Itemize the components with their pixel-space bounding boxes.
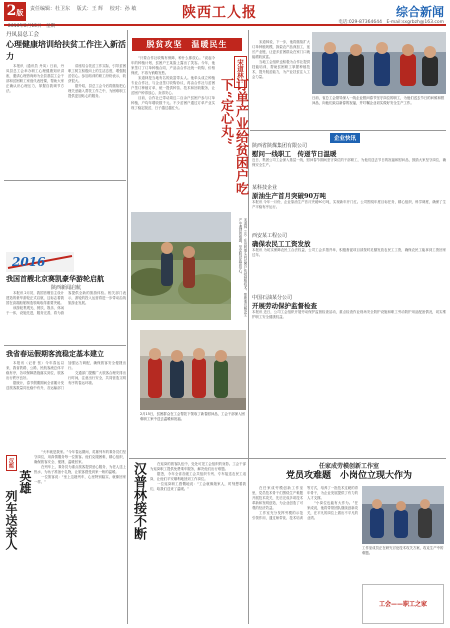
paragraph: “火车就是我家。”今年春运期间，英雄列车的乘务员们坚守岗位，用真情服务每一位旅客。他们克服困难，精心组织，确保旅客安全、便捷、温暖回家。: [34, 450, 126, 464]
news-item: [252, 143, 446, 182]
paragraph: 在任家成劳模创新工作室里，党员技术骨干们围绕生产难题开展技术攻关，先后完成多项技术革新和发明创造，为企业创造了可观的经济效益。: [252, 486, 303, 510]
paragraph: 本报讯（通讯员 丹凤）日前，丹凤县总工会举办职工心理健康知识讲座，邀请心理咨询师为全县基层工会干部和贫困职工家庭代表授课，帮助大家正确认识心理压力，掌握自我调节方法。: [6, 64, 64, 93]
paragraph: 本报讯 2月初，我国首艘自主设计建造的豪华游轮正式启航，这标志着我国在高端船舶制造领域取得重要突破。: [6, 291, 64, 305]
page-suffix: 版: [16, 8, 24, 17]
paragraph: 一位返岗职工感慨地说：“工会就像娘家人，时刻想着我们，给我们送来了温暖。”: [150, 482, 246, 491]
paragraph: 目前，合作社已带动周边二百余户贫困户参与订单种植，户均年增收数千元。不少贫困户通过订单产业实现了稳定脱贫，日子越过越红火。: [131, 96, 215, 110]
news-item: [252, 295, 446, 366]
row-divider: [250, 130, 446, 131]
paragraph: 本报讯（记者 张）今年春运以来，我省铁路、公路、民航客流总体平稳有序，各项保障措施落实到位，旅客出行秩序良好。: [6, 361, 64, 380]
story-right-bottom: [252, 461, 446, 482]
story-kicker: 丹凤县总工会: [6, 32, 40, 38]
news-headline: 开展劳动保护监督检查: [252, 302, 317, 310]
story-body: [252, 486, 358, 622]
contact-info: 电话:029-87364644 E-mail:sxgrbzh@163.com: [338, 20, 444, 25]
page-number-badge: [4, 2, 26, 21]
story-kicker: 任家成劳模创新工作室: [318, 463, 379, 470]
volunteers-photo-image: [140, 330, 246, 410]
paragraph: 在列车上，乘务员为重点旅客提供爱心服务，为老人送上热水，为孩子准备小礼物，让旅客感受到家一般的温暖。: [34, 465, 126, 474]
news-item: [252, 185, 446, 230]
news-company: 某科技企业: [252, 185, 278, 191]
news-brief-list: [252, 143, 446, 366]
ad-text: 工会——职工之家: [378, 601, 427, 608]
story-kicker: 汉能: [6, 455, 17, 471]
ad-box: [362, 584, 444, 624]
story-body: [6, 291, 126, 351]
editor-credits: 责任编辑：杜卫东 版式：王 辉 校对：孙 敏: [30, 6, 137, 12]
photo-caption: 宋道林（左）在田间地头向贫困户传授种植技术，帮助他们解决生产中遇到的难题，坚定脱贫致富信心。: [238, 218, 247, 317]
photo-caption: 2月15日，贫困群众在工会帮扶下领取了新春慰问品，工会干部深入困难职工家中送去温暖和祝福。: [140, 412, 245, 421]
news-body: 近日，集团公司工会深入基层一线，慰问春节期间坚守岗位的干部职工，为他们送去节日的祝福和慰问品，鼓励大家坚守岗位，确保安全生产。: [252, 158, 446, 167]
story-headline: 订单产业给贫困户吃下“定心丸”: [218, 78, 248, 195]
paragraph: 工作室充分发挥劳模的示范引领作用，通过师带徒、技术培训等方式，培养了一批技术过硬的青年骨干，为企业发展提供了有力的人才支撑。: [252, 486, 358, 520]
paragraph: 在返岗的旅客队伍中，处处可见工会组织的身影。工会干部为返岗职工提供免费乘车服务，解决他们出行难题。: [150, 462, 246, 471]
news-company: 陕西省陕煤集团有限公司: [252, 143, 308, 149]
news-headline: 原油生产首月突破90万吨: [252, 192, 327, 200]
story-body: [131, 56, 215, 206]
photo-caption: 日前，省总工会领导深入一线企业慰问春节坚守岗位的职工，为他们送去节日的问候和慰问品，向他们致以新春的祝福，并叮嘱企业切实做好安全生产工作。: [312, 96, 445, 105]
farm-photo-image: [131, 212, 231, 320]
story-headline: 我国首艘北京赛凯豪华游轮启航: [6, 274, 104, 283]
paragraph: 当地工会组织也积极为合作社提供技能培训，帮助贫困职工掌握种植技术，提升脱贫能力，为产业扶贫注入工会力量。: [252, 60, 310, 79]
newspaper-name: 陕西工人报: [182, 5, 257, 21]
year-logo: [6, 252, 74, 272]
story-left-top: [6, 30, 126, 192]
story-left-mid: [6, 274, 126, 351]
news-headline: 慰问一线职工 传递节日温暖: [252, 150, 337, 158]
story-kicker: 宋道林：: [234, 56, 247, 88]
story-body: [6, 361, 126, 461]
section-title: 综合新闻: [395, 5, 444, 19]
issue-date: 2016年2月15日 星期一: [8, 24, 60, 29]
paragraph: 讲座结合扶贫工作实际，引导贫困职工树立积极向上的生活态度，增强脱贫信心。参加培训的职工纷纷表示，收获很大。: [68, 64, 126, 83]
workshop-photo-image: [362, 486, 444, 544]
column-divider: [248, 30, 249, 624]
story-body: [150, 462, 246, 622]
photo-caption: 工作室成员正在研究讨论技术攻关方案，攻克生产中的难题。: [362, 546, 444, 555]
paragraph: 据介绍，县总工会今后将继续把心理关爱融入帮扶工作之中，为困难职工提供更加贴心的服务。: [68, 84, 126, 98]
story-headline-part1: 英雄: [18, 470, 32, 494]
photo-center-mid: [140, 330, 246, 410]
story-headline: 汉普林接不断: [131, 462, 146, 540]
photo-right-bottom: [362, 486, 444, 544]
news-brief-badge: 企业快讯: [330, 133, 360, 143]
story-headline-part2: 列车送亲人: [4, 490, 18, 550]
story-body: [34, 450, 126, 622]
paragraph: 宋道林是当地有名的致富带头人。他牵头成立种植专业合作社，与企业签订收购协议，再由合作社与贫困户签订种植订单，统一提供种苗、技术和回收服务，让贫困户种得放心、卖得安心。: [131, 76, 215, 95]
news-body: 本报讯 近日，公司工会组织开展劳动保护监督检查活动，重点检查作业现场安全防护设施和职工劳动防护用品配备情况，切实维护职工安全健康权益。: [252, 310, 446, 319]
page-number: 2: [6, 3, 17, 19]
news-item: [252, 233, 446, 292]
news-company: 西安某工程公司: [252, 233, 288, 239]
story-headline: 党员攻难题 小岗位立现大作为: [285, 471, 412, 481]
paragraph: 交通部门提醒广大旅客合理安排出行时间，注意出行安全，共同营造文明有序的春运环境。: [68, 371, 126, 385]
paragraph: 据统计，春节假期期间全省累计发送旅客数量同比稳中有升，各运输部门加强运力调配，确保旅客安全便捷出行。: [6, 361, 126, 390]
news-headline: 确保农民工工资发放: [252, 240, 311, 248]
news-body: 本报讯 今年一月份，企业原油生产首月突破90万吨，实现新年开门红。公司围绕年度目标任务，精心组织，科学调度，确保了生产平稳有序运行。: [252, 200, 446, 209]
paragraph: 该游轮集观光、餐饮、娱乐、休闲于一体，设施先进，服务完善，将为游客提供全新的旅游体验。相关部门表示，游轮的投入运营将进一步带动沿线旅游业发展。: [6, 291, 126, 315]
story-headline: 我省春运假期客流稳定基本建立: [6, 349, 104, 358]
workers-photo-image: [312, 32, 446, 94]
news-company: 中国石油某分公司: [252, 295, 293, 301]
paragraph: 一位旅客说：“坐上这趟列车，心里特别踏实，就像回家一样。”: [34, 475, 126, 484]
row-divider: [129, 458, 446, 459]
paragraph: 据悉，今年全省各级工会共组织专列、专车接送农民工返岗，让他们平安顺利地回到工作岗位。: [150, 472, 246, 481]
masthead: [4, 2, 446, 29]
story-body-continued: [252, 40, 310, 128]
story-subhead: 陕西新闻启航: [50, 285, 81, 291]
news-body: 本报讯 为切实保障农民工合法权益，公司工会多措并举，积极督促项目部按时足额发放农民工工资，确保农民工能拿到工资回家过年。: [252, 248, 446, 257]
story-left-bottom: [6, 349, 126, 461]
photo-center: [131, 212, 231, 320]
photo-right-top: [312, 32, 446, 94]
paragraph: 宋道林说，下一步，他将继续扩大订单种植规模，探索农产品深加工，延长产业链，让更多贫困群众在家门口就能增收致富。: [252, 40, 310, 59]
story-body: [6, 64, 126, 192]
logo-year-text: 2016: [12, 255, 46, 269]
column-divider: [127, 30, 128, 624]
paragraph: “只要合作社收购有保障，种什么都放心。”说起今年的种植计划，贫困户王某脸上露出了笑容。今年，他家签订了订单种植合同，产品由合作社统一收购，价格保底，不再为销路发愁。: [131, 56, 215, 75]
paragraph: “小岗位也能有大作为。”任家成说，他将带领团队继续创新攻关，在平凡的岗位上做出不平凡的业绩。: [307, 501, 358, 520]
story-headline: 心理健康培训给扶贫工作注入新活力: [6, 39, 126, 61]
topic-banner: 脱贫攻坚 温暖民生: [132, 38, 242, 51]
